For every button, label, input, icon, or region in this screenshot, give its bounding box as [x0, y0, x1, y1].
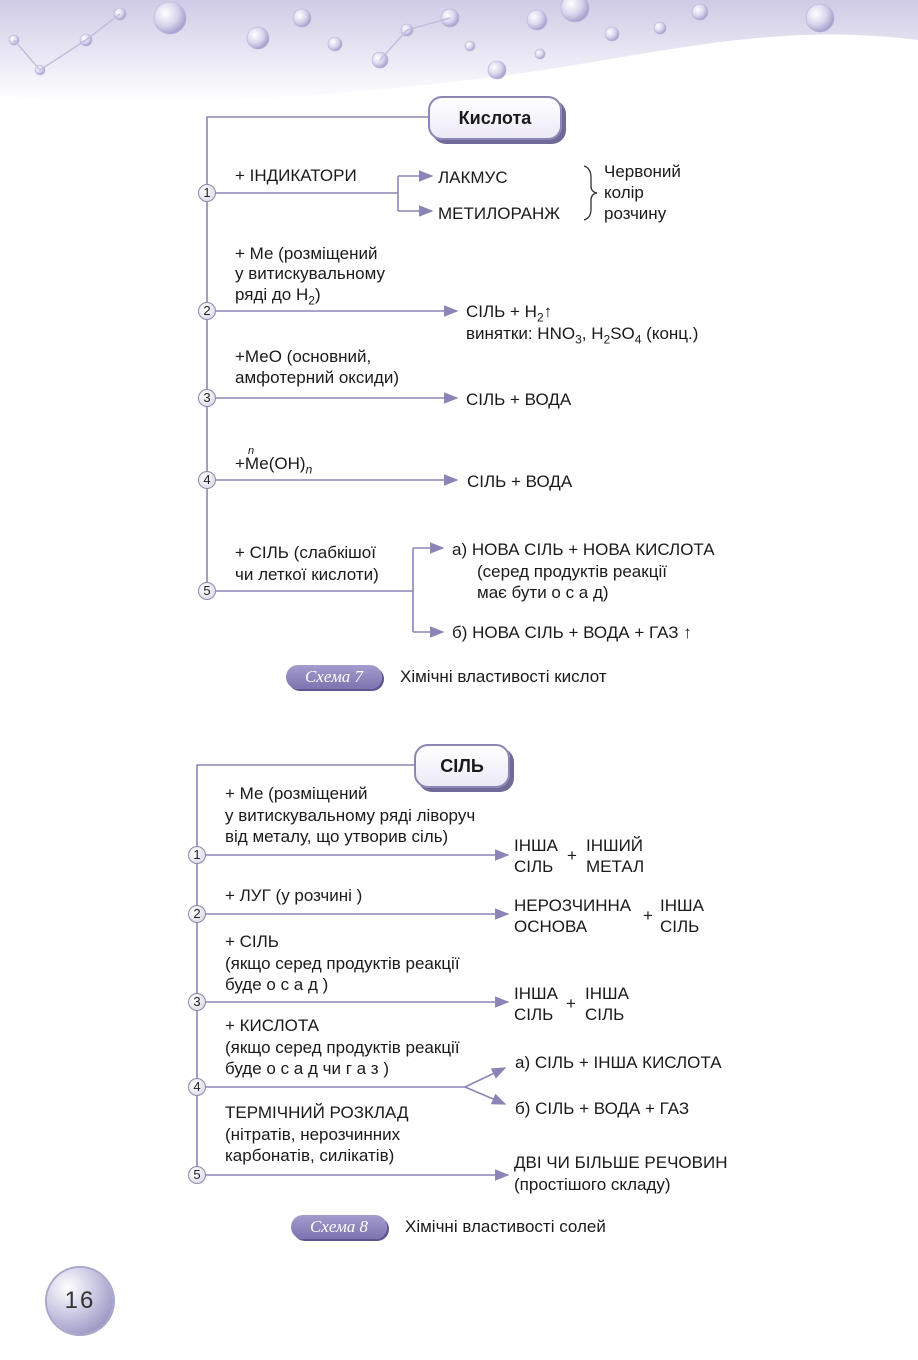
- salt-r4-reagent-line-3: буде о с а д чи г а з ): [225, 1059, 389, 1078]
- salt-r2-plus: +: [643, 906, 653, 925]
- acid-r1-color-line-3: розчину: [604, 204, 667, 223]
- salt-r3-product-a-line-2: СІЛЬ: [514, 1005, 554, 1024]
- salt-r1-product-b-line-1: ІНШИЙ: [586, 836, 644, 855]
- salt-step-3-number: 3: [188, 993, 206, 1011]
- salt-r1-reagent-line-3: від металу, що утворив сіль): [225, 827, 449, 846]
- acid-r5-reagent-line-2: чи леткої кислоти): [235, 565, 379, 584]
- salt-r5-reagent-line-2: (нітратів, нерозчинних: [225, 1125, 401, 1144]
- salt-title-box: [414, 744, 510, 788]
- salt-r2-product-a-line-1: НЕРОЗЧИННА: [514, 896, 632, 915]
- salt-r1-reagent-line-1: + Ме (розміщений: [225, 784, 368, 803]
- salt-r3-product-b-line-1: ІНША: [585, 984, 629, 1003]
- acid-r1-reagent: + ІНДИКАТОРИ: [235, 166, 357, 185]
- acid-step-5-number: 5: [198, 582, 216, 600]
- acid-r4-product: СІЛЬ + ВОДА: [467, 472, 573, 491]
- scheme-7-badge: Схема 7: [286, 665, 382, 689]
- acid-r1-product-methyl-orange: МЕТИЛОРАНЖ: [438, 204, 560, 223]
- acid-r3-product: СІЛЬ + ВОДА: [466, 390, 572, 409]
- acid-r3-reagent-line-1: +МеО (основний,: [235, 347, 372, 366]
- acid-r2-exceptions: винятки: $HNO_3$, $H_2SO_4$ (конц.): [466, 324, 699, 347]
- acid-step-4-number: 4: [198, 471, 216, 489]
- acid-r2-product: СІЛЬ + $H_2↑$: [466, 302, 553, 325]
- acid-r5-product-a-line-3: має бути о с а д): [477, 583, 609, 602]
- scheme-7-caption: Хімічні властивості кислот: [400, 667, 607, 686]
- acid-r1-color-line-2: колір: [604, 183, 644, 202]
- salt-r4-reagent-line-1: + КИСЛОТА: [225, 1016, 320, 1035]
- salt-r1-plus: +: [567, 846, 577, 865]
- acid-step-2-number: 2: [198, 302, 216, 320]
- acid-r5-product-a-line-2: (серед продуктів реакції: [477, 562, 667, 581]
- acid-r4-reagent: $+Ме(ОН)_n$: [235, 454, 313, 477]
- salt-r5-product-line-2: (простішого складу): [514, 1175, 671, 1194]
- acid-r5-reagent-line-1: + СІЛЬ (слабкішої: [235, 543, 376, 562]
- salt-title: СІЛЬ: [440, 756, 484, 776]
- acid-r1-product-litmus: ЛАКМУС: [438, 168, 508, 187]
- salt-step-1-number: 1: [188, 846, 206, 864]
- salt-r1-product-b-line-2: МЕТАЛ: [586, 857, 645, 876]
- salt-r4-product-b: б) СІЛЬ + ВОДА + ГАЗ: [515, 1099, 690, 1118]
- salt-r3-reagent-line-1: + СІЛЬ: [225, 932, 279, 951]
- salt-r2-product-a-line-2: ОСНОВА: [514, 917, 588, 936]
- page-number: 16: [47, 1268, 113, 1334]
- salt-step-4-number: 4: [188, 1078, 206, 1096]
- salt-r3-product-b-line-2: СІЛЬ: [585, 1005, 625, 1024]
- acid-r5-product-b: б) НОВА СІЛЬ + ВОДА + ГАЗ ↑: [452, 623, 692, 642]
- salt-r1-product-a-line-2: СІЛЬ: [514, 857, 554, 876]
- acid-title: Кислота: [458, 108, 532, 128]
- salt-step-2-number: 2: [188, 905, 206, 923]
- salt-r5-reagent-line-1: ТЕРМІЧНИЙ РОЗКЛАД: [225, 1103, 409, 1122]
- salt-r4-product-a: а) СІЛЬ + ІНША КИСЛОТА: [515, 1053, 722, 1072]
- acid-r4-superscript: n: [248, 445, 255, 457]
- salt-r3-reagent-line-3: буде о с а д ): [225, 975, 329, 994]
- acid-r3-reagent-line-2: амфотерний оксиди): [235, 368, 399, 387]
- salt-r4-reagent-line-2: (якщо серед продуктів реакції: [225, 1038, 460, 1057]
- acid-r2-reagent-line-2: у витискувальному: [235, 264, 385, 283]
- acid-step-3-number: 3: [198, 389, 216, 407]
- salt-step-5-number: 5: [188, 1166, 206, 1184]
- salt-r3-plus: +: [566, 994, 576, 1013]
- acid-title-box: [428, 96, 562, 140]
- acid-r2-reagent-line-3: ряді до $H_2$): [235, 285, 321, 308]
- salt-r5-product-line-1: ДВІ ЧИ БІЛЬШЕ РЕЧОВИН: [514, 1153, 728, 1172]
- acid-r2-reagent-line-1: + Ме (розміщений: [235, 244, 378, 263]
- salt-r3-reagent-line-2: (якщо серед продуктів реакції: [225, 954, 460, 973]
- salt-r1-reagent-line-2: у витискувальному ряді ліворуч: [225, 806, 476, 825]
- salt-r2-reagent: + ЛУГ (у розчині ): [225, 886, 363, 905]
- scheme-8-caption: Хімічні властивості солей: [405, 1217, 606, 1236]
- salt-r2-product-b-line-1: ІНША: [660, 896, 704, 915]
- acid-r5-product-a-line-1: а) НОВА СІЛЬ + НОВА КИСЛОТА: [452, 540, 715, 559]
- scheme-8-badge: Схема 8: [291, 1215, 387, 1239]
- acid-r1-color-line-1: Червоний: [604, 162, 681, 181]
- acid-step-1-number: 1: [198, 184, 216, 202]
- salt-r2-product-b-line-2: СІЛЬ: [660, 917, 700, 936]
- salt-r5-reagent-line-3: карбонатів, силікатів): [225, 1146, 395, 1165]
- salt-r1-product-a-line-1: ІНША: [514, 836, 558, 855]
- salt-r3-product-a-line-1: ІНША: [514, 984, 558, 1003]
